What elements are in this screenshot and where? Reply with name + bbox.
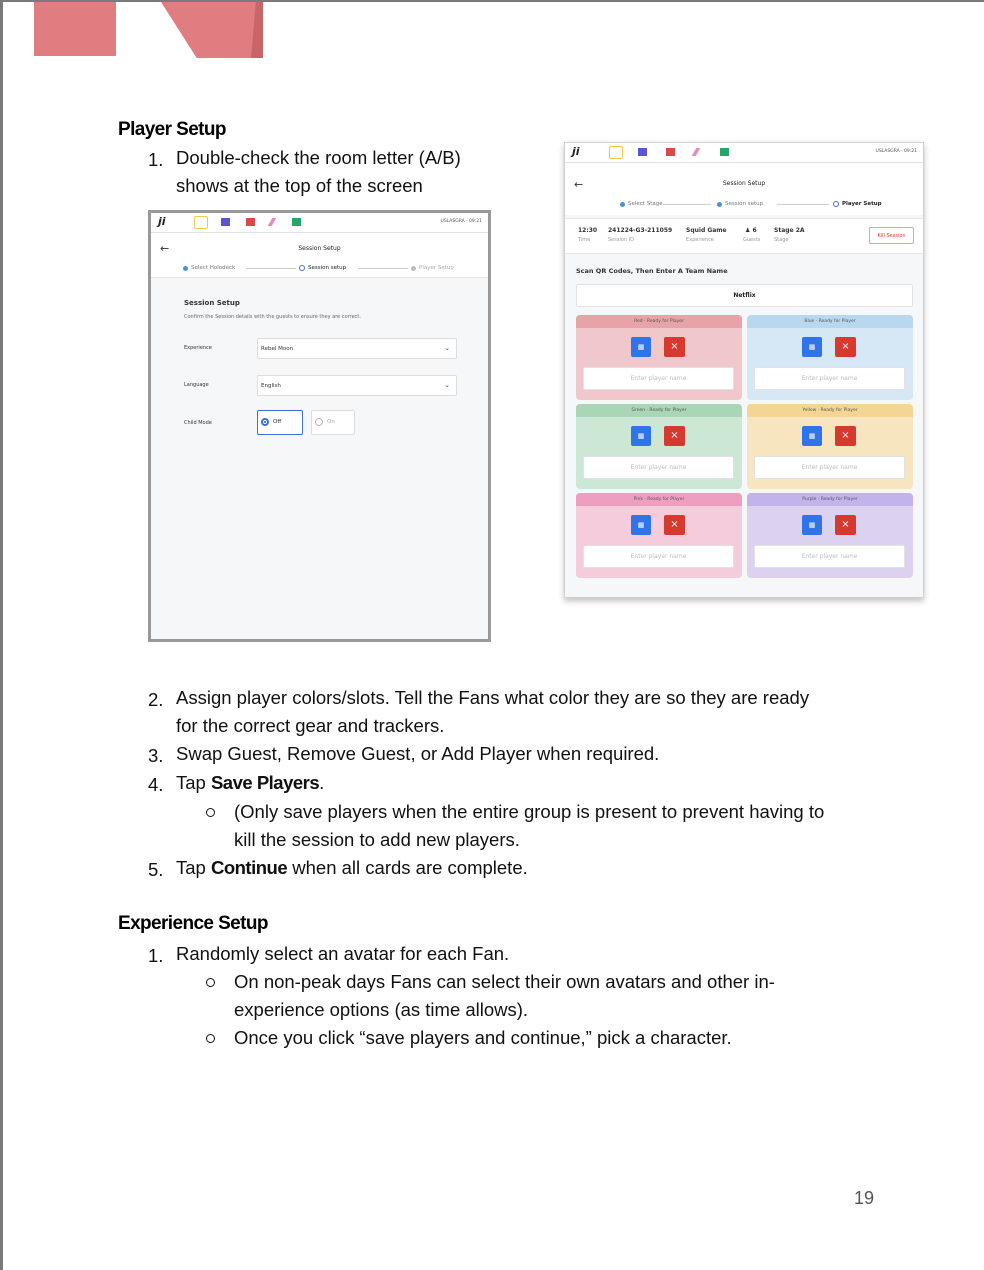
- experience-setup-heading: Experience Setup: [118, 913, 268, 934]
- stage-label: Stage: [774, 237, 789, 243]
- player-card-yellow: [747, 404, 913, 489]
- session-header: [565, 163, 923, 215]
- step-done-icon: [183, 266, 188, 271]
- player-card-green: [576, 404, 742, 489]
- brush-icon: [692, 148, 701, 156]
- time-label: Time: [578, 237, 591, 243]
- vehicle-icon: [720, 148, 729, 156]
- player-name-input[interactable]: Enter player name: [754, 545, 905, 568]
- qr-scan-button[interactable]: ▦: [802, 515, 822, 535]
- step-connector: [246, 268, 296, 269]
- step-player-setup: Player Setup: [411, 265, 454, 271]
- bullet-icon: [206, 978, 215, 987]
- step-select-stage: Select Stage: [620, 201, 663, 207]
- exp-bullet1-line1: On non-peak days Fans can select their own avatars and other in-: [234, 971, 775, 992]
- step-number: 3.: [148, 745, 164, 766]
- radio-selected-icon: [261, 418, 269, 426]
- step4-note-line2: kill the session to add new players.: [234, 829, 520, 850]
- language-select[interactable]: English ⌄: [257, 375, 457, 396]
- player-setup-screenshot: [564, 142, 924, 598]
- document-page: [3, 2, 984, 1270]
- remove-button[interactable]: ×: [835, 515, 856, 535]
- child-mode-label: Child Mode: [184, 420, 212, 426]
- session-info-bar: [565, 218, 923, 254]
- barrier-icon: [246, 218, 255, 226]
- child-mode-off-radio[interactable]: Off: [257, 410, 303, 435]
- step-player-setup: Player Setup: [833, 201, 882, 207]
- section-subtitle: Confirm the Session details with the guests to ensure they are correct.: [184, 314, 361, 320]
- step4-text: Tap Save Players.: [176, 772, 325, 793]
- step-connector: [777, 204, 829, 205]
- chevron-down-icon: ⌄: [444, 381, 450, 389]
- qr-scan-button[interactable]: ▦: [802, 426, 822, 446]
- player-setup-heading: Player Setup: [118, 119, 226, 140]
- save-players-term: Save Players: [210, 772, 320, 793]
- remove-button[interactable]: ×: [835, 426, 856, 446]
- step3-text: Swap Guest, Remove Guest, or Add Player when required.: [176, 743, 660, 764]
- card-status: Pink · Ready for Player: [576, 493, 742, 506]
- bullet-icon: [206, 808, 215, 817]
- back-arrow-icon[interactable]: ←: [160, 242, 170, 255]
- step1-line1: Double-check the room letter (A/B): [176, 147, 461, 168]
- room-time: USLASGRA · 09:21: [440, 219, 482, 224]
- grid-icon: [194, 216, 208, 229]
- page-number: 19: [853, 1188, 874, 1208]
- player-name-input[interactable]: Enter player name: [583, 545, 734, 568]
- time-value: 12:30: [578, 227, 598, 234]
- step-number: 2.: [148, 689, 164, 710]
- app-topbar: [151, 213, 488, 233]
- experience-label: Experience: [686, 237, 714, 243]
- player-name-input[interactable]: Enter player name: [754, 456, 905, 479]
- language-label: Language: [184, 382, 209, 388]
- stage-value: Stage 2A: [774, 227, 805, 234]
- scan-title: Scan QR Codes, Then Enter A Team Name: [576, 267, 728, 275]
- player-name-input[interactable]: Enter player name: [583, 367, 734, 390]
- app-topbar: [565, 143, 923, 163]
- header-title: Session Setup: [298, 245, 341, 252]
- header-decoration-left: [34, 2, 116, 56]
- app-logo: ji: [572, 145, 580, 158]
- card-status: Green · Ready for Player: [576, 404, 742, 417]
- session-id-label: Session ID: [608, 237, 634, 243]
- step-active-icon: [833, 201, 839, 207]
- remove-button[interactable]: ×: [835, 337, 856, 357]
- guests-value: ♟ 6: [745, 227, 757, 234]
- step-connector: [663, 204, 711, 205]
- step4-note-line1: (Only save players when the entire group is present to prevent having to: [234, 801, 825, 822]
- step-done-icon: [620, 202, 625, 207]
- guests-icon: ♟: [745, 227, 753, 234]
- camera-icon: [638, 148, 647, 156]
- team-name-input[interactable]: Netflix: [576, 284, 913, 307]
- player-name-input[interactable]: Enter player name: [583, 456, 734, 479]
- step-number: 4.: [148, 774, 164, 795]
- header-decoration-right: [161, 2, 263, 58]
- qr-scan-button[interactable]: ▦: [802, 337, 822, 357]
- step-session-setup: Session setup: [299, 265, 346, 271]
- qr-scan-button[interactable]: ▦: [631, 426, 651, 446]
- step2-line1: Assign player colors/slots. Tell the Fans what color they are so they are ready: [176, 687, 810, 708]
- player-name-input[interactable]: Enter player name: [754, 367, 905, 390]
- step-active-icon: [299, 265, 305, 271]
- card-status: Purple · Ready for Player: [747, 493, 913, 506]
- player-card-purple: [747, 493, 913, 578]
- step5-text: Tap Continue when all cards are complete.: [176, 857, 528, 878]
- exp-bullet2-text: Once you click “save players and continue,” pick a character.: [234, 1027, 732, 1048]
- step-number: 5.: [148, 859, 164, 880]
- exp-bullet1-line2: experience options (as time allows).: [234, 999, 529, 1020]
- app-logo: ji: [158, 215, 166, 228]
- exp-step1-text: Randomly select an avatar for each Fan.: [176, 943, 510, 964]
- step-connector: [358, 268, 408, 269]
- back-arrow-icon[interactable]: ←: [574, 178, 584, 191]
- card-status: Blue · Ready for Player: [747, 315, 913, 328]
- continue-term: Continue: [210, 857, 288, 878]
- camera-icon: [221, 218, 230, 226]
- experience-label: Experience: [184, 345, 212, 351]
- child-mode-on-radio[interactable]: On: [311, 410, 355, 435]
- qr-scan-button[interactable]: ▦: [631, 515, 651, 535]
- player-card-red: [576, 315, 742, 400]
- header-title: Session Setup: [722, 180, 766, 187]
- chevron-down-icon: ⌄: [444, 344, 450, 352]
- qr-scan-button[interactable]: ▦: [631, 337, 651, 357]
- card-status: Yellow · Ready for Player: [747, 404, 913, 417]
- step2-line2: for the correct gear and trackers.: [176, 715, 445, 736]
- experience-value: Squid Game: [686, 227, 727, 234]
- section-title: Session Setup: [184, 299, 240, 307]
- remove-button[interactable]: ×: [664, 426, 685, 446]
- room-time: USLASGRA · 09:21: [875, 149, 917, 154]
- bullet-icon: [206, 1034, 215, 1043]
- brush-icon: [268, 218, 277, 226]
- player-card-pink: [576, 493, 742, 578]
- session-setup-screenshot: [148, 210, 491, 642]
- step1-line2: shows at the top of the screen: [176, 175, 423, 196]
- grid-icon: [609, 146, 623, 159]
- session-header: [151, 233, 488, 278]
- experience-select[interactable]: Rebel Moon ⌄: [257, 338, 457, 359]
- session-id-value: 241224-G3-211059: [608, 227, 673, 234]
- step-number: 1.: [148, 149, 164, 170]
- player-card-blue: [747, 315, 913, 400]
- step-done-icon: [717, 202, 722, 207]
- step-number: 1.: [148, 945, 164, 966]
- remove-button[interactable]: ×: [664, 515, 685, 535]
- step-pending-icon: [411, 266, 416, 271]
- remove-button[interactable]: ×: [664, 337, 685, 357]
- guests-label: Guests: [743, 237, 761, 243]
- kill-session-button[interactable]: Kill Session: [869, 227, 914, 244]
- vehicle-icon: [292, 218, 301, 226]
- card-status: Red · Ready for Player: [576, 315, 742, 328]
- radio-empty-icon: [315, 418, 323, 426]
- barrier-icon: [666, 148, 675, 156]
- step-session-setup: Session setup: [717, 201, 763, 207]
- step-select-holodeck: Select Holodeck: [183, 265, 235, 271]
